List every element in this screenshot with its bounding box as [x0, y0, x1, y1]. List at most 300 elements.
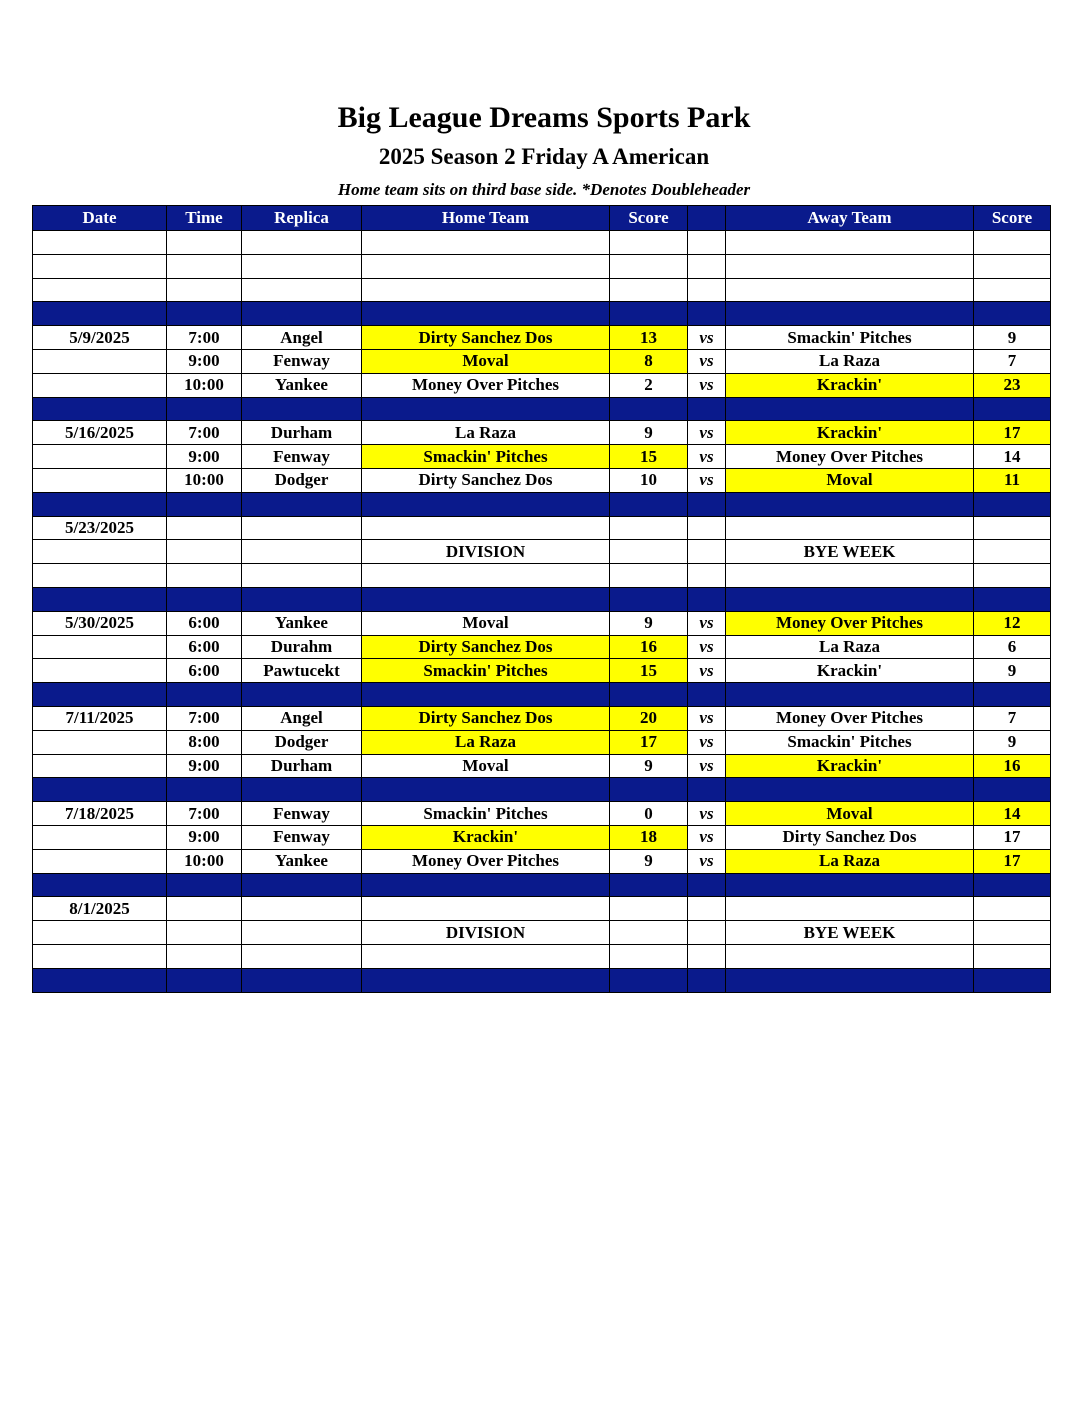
- empty-cell: [362, 564, 610, 588]
- table-row: [33, 754, 1051, 778]
- time-cell: 7:00: [167, 326, 242, 350]
- separator-cell: [688, 968, 726, 992]
- away-team-cell: [726, 516, 974, 540]
- home-team-cell: Smackin' Pitches: [362, 445, 610, 469]
- separator-cell: [33, 873, 167, 897]
- separator-cell: [33, 587, 167, 611]
- date-cell: [33, 445, 167, 469]
- time-cell: [167, 516, 242, 540]
- separator-cell: [974, 778, 1051, 802]
- replica-cell: [242, 921, 362, 945]
- schedule-table: [32, 205, 1051, 993]
- empty-cell: [610, 231, 688, 255]
- empty-cell: [33, 278, 167, 302]
- empty-cell: [242, 231, 362, 255]
- replica-cell: Durham: [242, 754, 362, 778]
- date-cell: [33, 849, 167, 873]
- vs-cell: vs: [688, 635, 726, 659]
- home-score-cell: 9: [610, 754, 688, 778]
- separator-cell: [610, 968, 688, 992]
- time-cell: 9:00: [167, 445, 242, 469]
- empty-cell: [610, 278, 688, 302]
- empty-cell: [362, 278, 610, 302]
- separator-cell: [33, 397, 167, 421]
- vs-cell: vs: [688, 849, 726, 873]
- separator-cell: [726, 778, 974, 802]
- empty-cell: [610, 254, 688, 278]
- empty-cell: [688, 231, 726, 255]
- page-title: Big League Dreams Sports Park: [337, 101, 751, 134]
- away-score-cell: 14: [974, 445, 1051, 469]
- home-team-note: Home team sits on third base side. *Denotes Doubleheader: [337, 180, 751, 199]
- away-score-cell: [974, 897, 1051, 921]
- away-score-cell: 17: [974, 849, 1051, 873]
- home-score-cell: [610, 540, 688, 564]
- away-score-cell: 17: [974, 825, 1051, 849]
- away-score-cell: [974, 516, 1051, 540]
- empty-cell: [610, 944, 688, 968]
- column-header-away-score: Score: [974, 206, 1051, 231]
- home-score-cell: 9: [610, 421, 688, 445]
- vs-cell: vs: [688, 326, 726, 350]
- separator-cell: [33, 492, 167, 516]
- vs-cell: [688, 540, 726, 564]
- separator-cell: [33, 968, 167, 992]
- away-team-cell: BYE WEEK: [726, 540, 974, 564]
- away-score-cell: 11: [974, 468, 1051, 492]
- separator-cell: [33, 778, 167, 802]
- empty-cell: [974, 278, 1051, 302]
- away-team-cell: Krackin': [726, 754, 974, 778]
- table-row: [33, 659, 1051, 683]
- away-score-cell: 7: [974, 349, 1051, 373]
- separator-cell: [726, 683, 974, 707]
- away-team-cell: Smackin' Pitches: [726, 326, 974, 350]
- vs-cell: vs: [688, 468, 726, 492]
- table-row: [33, 421, 1051, 445]
- separator-cell: [610, 778, 688, 802]
- empty-cell: [362, 254, 610, 278]
- separator-cell: [610, 683, 688, 707]
- empty-cell: [242, 254, 362, 278]
- separator-cell: [242, 397, 362, 421]
- vs-cell: [688, 516, 726, 540]
- home-team-cell: Moval: [362, 349, 610, 373]
- away-team-cell: La Raza: [726, 635, 974, 659]
- separator-cell: [242, 302, 362, 326]
- home-team-cell: Dirty Sanchez Dos: [362, 635, 610, 659]
- away-team-cell: BYE WEEK: [726, 921, 974, 945]
- replica-cell: Durham: [242, 421, 362, 445]
- home-team-cell: La Raza: [362, 730, 610, 754]
- table-row: [33, 897, 1051, 921]
- separator-row: [33, 302, 1051, 326]
- separator-cell: [726, 397, 974, 421]
- empty-cell: [167, 254, 242, 278]
- time-cell: 7:00: [167, 421, 242, 445]
- empty-cell: [33, 564, 167, 588]
- replica-cell: Yankee: [242, 849, 362, 873]
- home-score-cell: 20: [610, 706, 688, 730]
- column-header-time: Time: [167, 206, 242, 231]
- separator-row: [33, 873, 1051, 897]
- table-row: [33, 706, 1051, 730]
- home-score-cell: 0: [610, 802, 688, 826]
- separator-cell: [688, 873, 726, 897]
- away-team-cell: Krackin': [726, 659, 974, 683]
- replica-cell: Yankee: [242, 373, 362, 397]
- vs-cell: vs: [688, 754, 726, 778]
- blank-row: [33, 564, 1051, 588]
- separator-cell: [362, 968, 610, 992]
- time-cell: 10:00: [167, 373, 242, 397]
- separator-cell: [362, 492, 610, 516]
- table-row: [33, 849, 1051, 873]
- separator-row: [33, 587, 1051, 611]
- table-row: [33, 611, 1051, 635]
- home-score-cell: [610, 897, 688, 921]
- replica-cell: Pawtucekt: [242, 659, 362, 683]
- table-row: [33, 802, 1051, 826]
- home-team-cell: DIVISION: [362, 921, 610, 945]
- separator-cell: [974, 683, 1051, 707]
- vs-cell: vs: [688, 706, 726, 730]
- away-team-cell: La Raza: [726, 849, 974, 873]
- vs-cell: vs: [688, 611, 726, 635]
- vs-cell: vs: [688, 802, 726, 826]
- empty-cell: [974, 944, 1051, 968]
- blank-row: [33, 944, 1051, 968]
- away-score-cell: 6: [974, 635, 1051, 659]
- home-team-cell: Dirty Sanchez Dos: [362, 468, 610, 492]
- empty-cell: [974, 254, 1051, 278]
- home-team-cell: [362, 516, 610, 540]
- table-row: [33, 635, 1051, 659]
- vs-cell: vs: [688, 373, 726, 397]
- empty-cell: [688, 254, 726, 278]
- separator-cell: [726, 968, 974, 992]
- vs-cell: [688, 921, 726, 945]
- away-team-cell: Moval: [726, 802, 974, 826]
- separator-cell: [362, 587, 610, 611]
- away-score-cell: 9: [974, 326, 1051, 350]
- blank-row: [33, 278, 1051, 302]
- empty-cell: [242, 278, 362, 302]
- separator-cell: [242, 683, 362, 707]
- time-cell: 10:00: [167, 468, 242, 492]
- separator-cell: [974, 873, 1051, 897]
- vs-cell: vs: [688, 659, 726, 683]
- home-score-cell: 15: [610, 659, 688, 683]
- date-cell: 5/30/2025: [33, 611, 167, 635]
- away-team-cell: Dirty Sanchez Dos: [726, 825, 974, 849]
- empty-cell: [33, 944, 167, 968]
- table-row: [33, 468, 1051, 492]
- table-row: [33, 825, 1051, 849]
- separator-cell: [974, 302, 1051, 326]
- home-score-cell: 8: [610, 349, 688, 373]
- time-cell: 7:00: [167, 706, 242, 730]
- column-header-away-team: Away Team: [726, 206, 974, 231]
- separator-cell: [167, 968, 242, 992]
- vs-cell: vs: [688, 825, 726, 849]
- empty-cell: [610, 564, 688, 588]
- empty-cell: [167, 564, 242, 588]
- replica-cell: Fenway: [242, 445, 362, 469]
- schedule-body: [33, 231, 1051, 993]
- home-score-cell: 18: [610, 825, 688, 849]
- empty-cell: [362, 231, 610, 255]
- away-score-cell: 9: [974, 659, 1051, 683]
- table-row: [33, 349, 1051, 373]
- home-team-cell: La Raza: [362, 421, 610, 445]
- time-cell: 6:00: [167, 635, 242, 659]
- column-header-home-score: Score: [610, 206, 688, 231]
- date-cell: [33, 921, 167, 945]
- blank-row: [33, 254, 1051, 278]
- vs-cell: vs: [688, 349, 726, 373]
- home-score-cell: 2: [610, 373, 688, 397]
- away-score-cell: 14: [974, 802, 1051, 826]
- time-cell: 10:00: [167, 849, 242, 873]
- away-team-cell: Money Over Pitches: [726, 611, 974, 635]
- empty-cell: [974, 231, 1051, 255]
- date-cell: [33, 659, 167, 683]
- home-score-cell: 10: [610, 468, 688, 492]
- column-header-replica: Replica: [242, 206, 362, 231]
- empty-cell: [974, 564, 1051, 588]
- replica-cell: Fenway: [242, 825, 362, 849]
- replica-cell: Angel: [242, 326, 362, 350]
- away-team-cell: Money Over Pitches: [726, 706, 974, 730]
- separator-cell: [610, 302, 688, 326]
- home-team-cell: Dirty Sanchez Dos: [362, 706, 610, 730]
- date-cell: [33, 754, 167, 778]
- date-cell: [33, 540, 167, 564]
- separator-row: [33, 968, 1051, 992]
- table-row: [33, 921, 1051, 945]
- separator-row: [33, 778, 1051, 802]
- home-team-cell: Moval: [362, 611, 610, 635]
- separator-cell: [726, 492, 974, 516]
- date-cell: [33, 349, 167, 373]
- vs-cell: vs: [688, 445, 726, 469]
- home-score-cell: 15: [610, 445, 688, 469]
- separator-cell: [167, 873, 242, 897]
- time-cell: [167, 540, 242, 564]
- empty-cell: [242, 944, 362, 968]
- column-header-home-team: Home Team: [362, 206, 610, 231]
- empty-cell: [688, 944, 726, 968]
- empty-cell: [167, 231, 242, 255]
- replica-cell: [242, 540, 362, 564]
- separator-cell: [688, 492, 726, 516]
- separator-cell: [974, 492, 1051, 516]
- replica-cell: [242, 897, 362, 921]
- separator-cell: [610, 397, 688, 421]
- away-team-cell: Money Over Pitches: [726, 445, 974, 469]
- separator-cell: [974, 968, 1051, 992]
- separator-row: [33, 683, 1051, 707]
- time-cell: 9:00: [167, 754, 242, 778]
- empty-cell: [242, 564, 362, 588]
- time-cell: [167, 897, 242, 921]
- home-team-cell: Moval: [362, 754, 610, 778]
- home-team-cell: Money Over Pitches: [362, 373, 610, 397]
- table-row: [33, 516, 1051, 540]
- empty-cell: [726, 278, 974, 302]
- separator-cell: [688, 778, 726, 802]
- date-cell: [33, 373, 167, 397]
- empty-cell: [33, 254, 167, 278]
- empty-cell: [726, 254, 974, 278]
- separator-cell: [33, 683, 167, 707]
- separator-cell: [242, 873, 362, 897]
- replica-cell: Fenway: [242, 349, 362, 373]
- column-header-vs: [688, 206, 726, 231]
- separator-row: [33, 492, 1051, 516]
- date-cell: 8/1/2025: [33, 897, 167, 921]
- separator-cell: [167, 302, 242, 326]
- away-team-cell: Smackin' Pitches: [726, 730, 974, 754]
- away-team-cell: Moval: [726, 468, 974, 492]
- replica-cell: Fenway: [242, 802, 362, 826]
- away-score-cell: 12: [974, 611, 1051, 635]
- empty-cell: [167, 278, 242, 302]
- blank-row: [33, 231, 1051, 255]
- away-score-cell: [974, 921, 1051, 945]
- away-team-cell: Krackin': [726, 421, 974, 445]
- separator-cell: [33, 302, 167, 326]
- time-cell: 6:00: [167, 611, 242, 635]
- separator-cell: [974, 397, 1051, 421]
- time-cell: 9:00: [167, 825, 242, 849]
- empty-cell: [688, 278, 726, 302]
- replica-cell: Dodger: [242, 468, 362, 492]
- replica-cell: Angel: [242, 706, 362, 730]
- home-team-cell: Smackin' Pitches: [362, 802, 610, 826]
- away-score-cell: [974, 540, 1051, 564]
- separator-cell: [167, 492, 242, 516]
- date-cell: 7/18/2025: [33, 802, 167, 826]
- separator-cell: [167, 587, 242, 611]
- separator-cell: [362, 873, 610, 897]
- empty-cell: [726, 564, 974, 588]
- season-subtitle: 2025 Season 2 Friday A American: [378, 144, 710, 169]
- away-score-cell: 23: [974, 373, 1051, 397]
- separator-cell: [726, 302, 974, 326]
- away-team-cell: La Raza: [726, 349, 974, 373]
- separator-cell: [167, 683, 242, 707]
- time-cell: [167, 921, 242, 945]
- home-team-cell: Krackin': [362, 825, 610, 849]
- date-cell: 5/16/2025: [33, 421, 167, 445]
- table-row: [33, 540, 1051, 564]
- replica-cell: Dodger: [242, 730, 362, 754]
- separator-cell: [726, 587, 974, 611]
- column-header-date: Date: [33, 206, 167, 231]
- date-cell: [33, 635, 167, 659]
- away-score-cell: 16: [974, 754, 1051, 778]
- away-score-cell: 17: [974, 421, 1051, 445]
- separator-cell: [610, 492, 688, 516]
- home-score-cell: [610, 921, 688, 945]
- replica-cell: Durahm: [242, 635, 362, 659]
- separator-cell: [688, 683, 726, 707]
- separator-cell: [167, 778, 242, 802]
- vs-cell: vs: [688, 421, 726, 445]
- time-cell: 7:00: [167, 802, 242, 826]
- home-team-cell: Money Over Pitches: [362, 849, 610, 873]
- table-row: [33, 445, 1051, 469]
- separator-cell: [362, 302, 610, 326]
- replica-cell: [242, 516, 362, 540]
- table-header-row: [33, 206, 1051, 231]
- vs-cell: vs: [688, 730, 726, 754]
- separator-cell: [362, 397, 610, 421]
- date-cell: [33, 468, 167, 492]
- separator-cell: [242, 968, 362, 992]
- away-team-cell: Krackin': [726, 373, 974, 397]
- time-cell: 8:00: [167, 730, 242, 754]
- date-cell: 5/9/2025: [33, 326, 167, 350]
- date-cell: 5/23/2025: [33, 516, 167, 540]
- home-team-cell: [362, 897, 610, 921]
- separator-cell: [974, 587, 1051, 611]
- empty-cell: [362, 944, 610, 968]
- separator-cell: [362, 778, 610, 802]
- home-score-cell: 16: [610, 635, 688, 659]
- away-team-cell: [726, 897, 974, 921]
- home-score-cell: 9: [610, 849, 688, 873]
- home-team-cell: DIVISION: [362, 540, 610, 564]
- separator-cell: [688, 302, 726, 326]
- separator-cell: [610, 873, 688, 897]
- empty-cell: [726, 231, 974, 255]
- separator-row: [33, 397, 1051, 421]
- date-cell: [33, 825, 167, 849]
- separator-cell: [688, 397, 726, 421]
- empty-cell: [688, 564, 726, 588]
- home-team-cell: Smackin' Pitches: [362, 659, 610, 683]
- table-row: [33, 730, 1051, 754]
- date-cell: 7/11/2025: [33, 706, 167, 730]
- separator-cell: [242, 492, 362, 516]
- separator-cell: [726, 873, 974, 897]
- separator-cell: [242, 587, 362, 611]
- separator-cell: [688, 587, 726, 611]
- home-score-cell: 17: [610, 730, 688, 754]
- away-score-cell: 9: [974, 730, 1051, 754]
- vs-cell: [688, 897, 726, 921]
- home-score-cell: 13: [610, 326, 688, 350]
- time-cell: 6:00: [167, 659, 242, 683]
- empty-cell: [33, 231, 167, 255]
- table-row: [33, 326, 1051, 350]
- date-cell: [33, 730, 167, 754]
- empty-cell: [167, 944, 242, 968]
- away-score-cell: 7: [974, 706, 1051, 730]
- home-score-cell: 9: [610, 611, 688, 635]
- replica-cell: Yankee: [242, 611, 362, 635]
- separator-cell: [167, 397, 242, 421]
- separator-cell: [362, 683, 610, 707]
- table-row: [33, 373, 1051, 397]
- home-score-cell: [610, 516, 688, 540]
- separator-cell: [242, 778, 362, 802]
- time-cell: 9:00: [167, 349, 242, 373]
- home-team-cell: Dirty Sanchez Dos: [362, 326, 610, 350]
